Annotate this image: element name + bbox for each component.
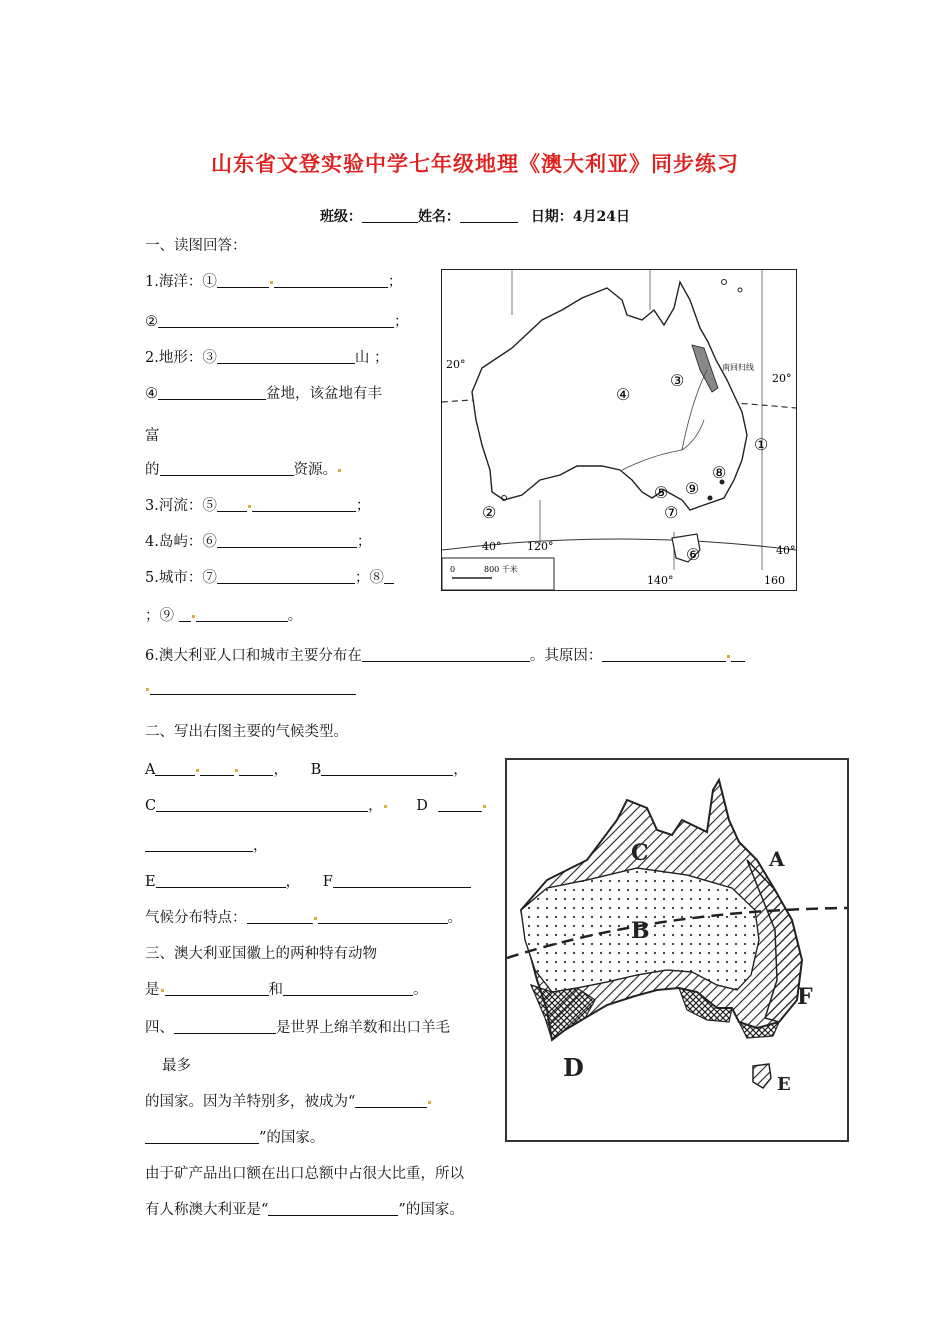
q5 — [145, 566, 394, 587]
marker-5: ⑤ — [654, 483, 669, 502]
sec1-heading: 一、读图回答： — [145, 238, 247, 254]
scale-zero: 0 — [450, 565, 456, 574]
city-dot — [708, 496, 713, 501]
dot-mark — [248, 505, 251, 508]
sec4-line6-end: ”的国家。 — [398, 1202, 464, 1218]
animal1-blank[interactable] — [165, 981, 269, 996]
dot-mark — [192, 615, 195, 618]
climate-a-blank[interactable] — [155, 761, 195, 776]
climate-a-blank-b[interactable] — [200, 761, 234, 776]
feature-blank-b[interactable] — [318, 909, 448, 924]
climate-d-label: D — [416, 798, 428, 814]
map1-svg — [442, 270, 796, 590]
dot-mark — [338, 469, 341, 472]
dot-mark — [270, 281, 273, 284]
q2a-end: 山 ； — [354, 350, 389, 366]
q3 — [145, 494, 370, 515]
climate-d-blank[interactable] — [438, 797, 482, 812]
semi: ； — [387, 274, 403, 290]
climate-a-blank-c[interactable] — [239, 761, 273, 776]
sec4-line3 — [145, 1090, 432, 1111]
climate-b-label: B — [310, 762, 322, 778]
river-blank[interactable] — [217, 497, 247, 512]
period: 。 — [413, 982, 428, 998]
q-climate-feature — [145, 906, 462, 927]
q4 — [145, 530, 371, 551]
label-f: F — [797, 984, 813, 1010]
q2b-mid: 盆地，该盆地有丰 — [266, 386, 382, 402]
reason-blank-b[interactable] — [731, 647, 745, 662]
ocean1-blank[interactable] — [217, 273, 269, 288]
q2a — [145, 346, 388, 367]
scale-box — [442, 558, 554, 590]
lat40w-label: 40° — [482, 540, 502, 553]
q6 — [145, 644, 745, 665]
q2b — [145, 382, 382, 403]
city9-blank-b[interactable] — [196, 607, 288, 622]
sec4-line3-text: 的国家。因为羊特别多，被成为“ — [145, 1094, 356, 1110]
lon160-label: 160 — [764, 574, 785, 587]
comma: ， — [453, 762, 468, 778]
q6b — [145, 680, 356, 697]
q2c: 富 — [145, 428, 160, 444]
q5b-pre: ；⑨ — [145, 608, 174, 624]
dot-mark — [483, 805, 486, 808]
comma: ， — [285, 874, 301, 890]
basin-blank[interactable] — [158, 385, 266, 400]
q5b — [145, 604, 302, 625]
q4-label: 4.岛屿：⑥ — [145, 534, 217, 550]
q-climate-ab — [145, 758, 468, 779]
river-blank-b[interactable] — [252, 497, 356, 512]
island — [722, 280, 727, 285]
nickname1-blank-b[interactable] — [145, 1129, 259, 1144]
q2b-pre: ④ — [145, 386, 158, 402]
q-climate-d2 — [145, 834, 268, 855]
climate-b-blank[interactable] — [321, 761, 453, 776]
sec4-line2: 最多 — [162, 1058, 191, 1074]
marker-2: ② — [482, 503, 497, 522]
comma: ， — [368, 798, 383, 814]
map2-svg — [507, 760, 847, 1140]
climate-zone-d-west — [531, 985, 595, 1040]
sec4-line5: 由于矿产品出口额在出口总额中占很大比重，所以 — [145, 1166, 464, 1182]
q1b-label: ② — [145, 314, 158, 330]
dot-mark — [161, 989, 164, 992]
dot-mark — [314, 917, 317, 920]
tropic-label: 南回归线 — [722, 363, 754, 372]
sec2-heading: 二、写出右图主要的气候类型。 — [145, 724, 348, 740]
australia-physical-map — [441, 269, 797, 591]
feature-label: 气候分布特点： — [145, 910, 247, 926]
dot-mark — [196, 769, 199, 772]
q1b — [145, 310, 409, 331]
city8-blank[interactable] — [384, 569, 394, 584]
australia-climate-map — [505, 758, 849, 1142]
climate-d-blank-2[interactable] — [145, 837, 253, 852]
q-climate-ef — [145, 870, 471, 891]
reason-blank[interactable] — [602, 647, 726, 662]
marker-9: ⑨ — [685, 479, 700, 498]
climate-f-label: F — [322, 874, 333, 890]
dot-mark — [235, 769, 238, 772]
marker-7: ⑦ — [664, 503, 679, 522]
lon120-label: 120° — [527, 540, 554, 553]
sec4-line6 — [145, 1198, 464, 1219]
label-e: E — [777, 1074, 791, 1095]
q-climate-cd — [145, 794, 487, 815]
lat20e-label: 20° — [772, 372, 792, 385]
city7-blank[interactable] — [217, 569, 355, 584]
q1a — [145, 270, 402, 291]
island-blank[interactable] — [217, 533, 357, 548]
population-blank[interactable] — [362, 647, 530, 662]
dot-mark — [727, 655, 730, 658]
class-label: 班级： — [319, 209, 362, 225]
q2d — [145, 458, 342, 479]
date-label: 日期：4月24日 — [530, 209, 631, 225]
q5-label: 5.城市：⑦ — [145, 570, 217, 586]
comma: ， — [273, 762, 288, 778]
sheep-country-blank[interactable] — [174, 1019, 276, 1034]
climate-f-blank[interactable] — [333, 873, 471, 888]
climate-a-label: A — [145, 762, 156, 778]
marker-6: ⑥ — [686, 545, 701, 564]
sec4-line4 — [145, 1126, 324, 1147]
period: 。 — [287, 608, 303, 624]
semi: ； — [394, 314, 409, 330]
lat40e-label: 40° — [776, 544, 796, 557]
sec4-line4-end: ”的国家。 — [259, 1130, 325, 1146]
period: 。 — [447, 910, 462, 926]
label-a: A — [769, 847, 785, 871]
label-d: D — [563, 1053, 584, 1082]
sec4-post: 是世界上绵羊数和出口羊毛 — [276, 1020, 450, 1036]
q2d-end: 资源。 — [293, 462, 337, 478]
semi: ； — [356, 534, 372, 550]
q1a-label: 1.海洋：① — [145, 274, 217, 290]
ocean1-blank-b[interactable] — [274, 273, 388, 288]
info-line — [0, 206, 950, 226]
label-c: C — [631, 840, 649, 866]
q2a-label: 2.地形：③ — [145, 350, 217, 366]
dot-mark — [146, 688, 149, 691]
sec3-and: 和 — [268, 982, 283, 998]
marker-8: ⑧ — [712, 463, 727, 482]
island — [738, 288, 742, 292]
dot-mark — [384, 805, 387, 808]
climate-e-blank[interactable] — [156, 873, 286, 888]
sec4-line1 — [145, 1016, 450, 1037]
nickname2-blank[interactable] — [268, 1201, 398, 1216]
mountain-blank[interactable] — [217, 349, 355, 364]
sec3-line1: 三、澳大利亚国徽上的两种特有动物 — [145, 946, 377, 962]
city9-blank[interactable] — [179, 607, 191, 622]
dot-mark — [428, 1101, 431, 1104]
animal2-blank[interactable] — [283, 981, 413, 996]
sec3-line2 — [145, 978, 428, 999]
sec3-pre: 是 — [145, 982, 160, 998]
scale-length: 800 千米 — [484, 565, 518, 574]
resource-blank[interactable] — [160, 461, 294, 476]
nickname1-blank[interactable] — [355, 1093, 427, 1108]
label-b: B — [631, 918, 650, 944]
q3-label: 3.河流：⑤ — [145, 498, 217, 514]
marker-3: ③ — [670, 371, 685, 390]
class-blank[interactable] — [362, 208, 418, 223]
climate-c-label: C — [145, 798, 157, 814]
lat20w-label: 20° — [446, 358, 466, 371]
marker-4: ④ — [616, 385, 631, 404]
climate-c-blank[interactable] — [156, 797, 368, 812]
q6-mid: 。其原因： — [529, 648, 603, 664]
q2d-pre: 的 — [145, 462, 160, 478]
page-title: 山东省文登实验中学七年级地理《澳大利亚》同步练习 — [211, 151, 739, 176]
q5-mid: ；⑧ — [354, 570, 384, 586]
australia-outline — [472, 282, 747, 510]
name-blank[interactable] — [460, 208, 518, 223]
ocean2-blank[interactable] — [158, 313, 394, 328]
feature-blank[interactable] — [247, 909, 313, 924]
marker-1: ① — [754, 435, 769, 454]
climate-e-label: E — [145, 874, 156, 890]
comma: ， — [253, 838, 268, 854]
tasmania-zone-e — [753, 1064, 771, 1088]
semi: ； — [355, 498, 371, 514]
reason-blank-2[interactable] — [150, 680, 356, 695]
sec4-line6-pre: 有人称澳大利亚是“ — [145, 1202, 269, 1218]
lon140-label: 140° — [647, 574, 674, 587]
name-label: 姓名： — [417, 209, 460, 225]
sec4-pre: 四、 — [145, 1020, 174, 1036]
q6-label: 6.澳大利亚人口和城市主要分布在 — [145, 648, 362, 664]
